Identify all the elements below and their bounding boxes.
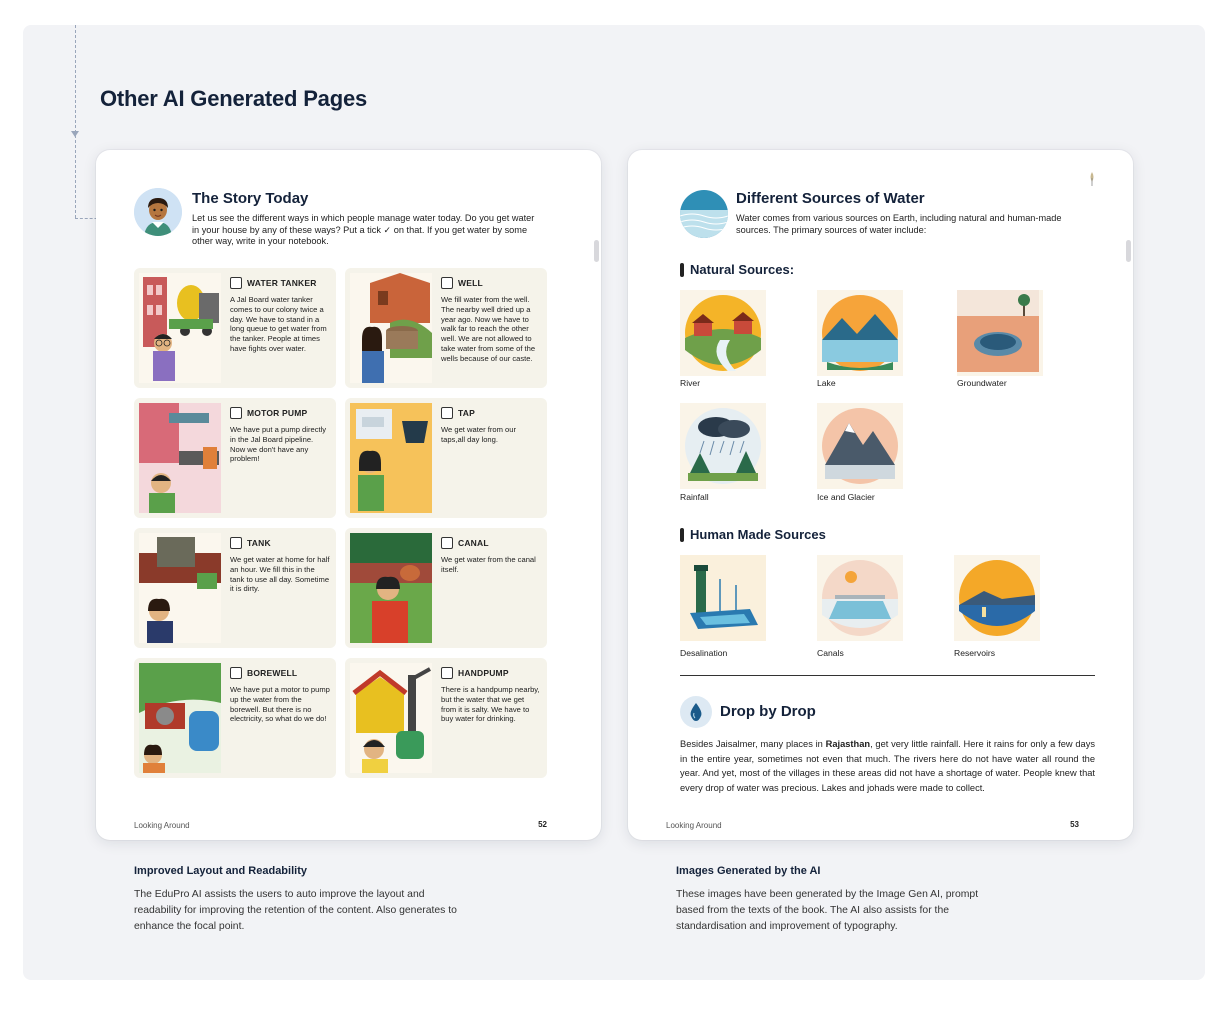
natural-caption-rainfall: Rainfall (680, 492, 709, 502)
card-text: There is a handpump nearby, but the water that we get from it is salty. We have to buy water for drinking. (441, 685, 540, 724)
caption-text-images: These images have been generated by the Image Gen AI, prompt based from the texts of the book. The AI also assists for the standardisation and improvement of typography. (676, 889, 979, 932)
groundwater-image (957, 290, 1043, 376)
section-divider (680, 675, 1095, 676)
card-label: TAP (458, 408, 475, 418)
lake-image (817, 290, 903, 376)
card-label: WELL (458, 278, 483, 288)
water-sources-intro: Water comes from various sources on Earth, including natural and human-made sources. The primary sources of water include: (736, 213, 1062, 235)
scroll-handle[interactable] (594, 240, 599, 262)
page-footer-book: Looking Around (134, 821, 190, 830)
borewell-illustration (139, 663, 221, 773)
heading-marker-icon (680, 263, 684, 277)
tank-illustration (139, 533, 221, 643)
card-label: HANDPUMP (458, 668, 509, 678)
card-text: We get water at home for half an hour. We fill this in the tank to use all day. Sometime it is dirty. (230, 555, 330, 594)
human-caption-canals: Canals (817, 648, 844, 658)
card-text: We get water from our taps,all day long. (441, 425, 516, 444)
rainfall-image (680, 403, 766, 489)
card-text: A Jal Board water tanker comes to our colony twice a day. We have to stand in a long queue to get water from the tanker. People at times have fights over water. (230, 295, 327, 353)
decorative-connector-line (75, 25, 76, 218)
card-label: WATER TANKER (247, 278, 317, 288)
water-tanker-illustration (139, 273, 221, 383)
water-tanker-checkbox[interactable] (230, 277, 242, 289)
natural-caption-groundwater: Groundwater (957, 378, 1007, 388)
water-sources-title: Different Sources of Water (736, 190, 925, 207)
book-page-left (96, 150, 601, 840)
child-avatar-icon (134, 188, 182, 236)
book-page-right (628, 150, 1133, 840)
handpump-checkbox[interactable] (441, 667, 453, 679)
card-label: MOTOR PUMP (247, 408, 308, 418)
drop-by-drop-title: Drop by Drop (720, 703, 816, 720)
page-number: 52 (538, 820, 547, 829)
method-card-tank (134, 528, 336, 648)
motor-pump-checkbox[interactable] (230, 407, 242, 419)
motor-pump-illustration (139, 403, 221, 513)
well-illustration (350, 273, 432, 383)
human-sources-heading: Human Made Sources (680, 527, 826, 542)
natural-caption-river: River (680, 378, 701, 388)
card-text: We have put a motor to pump up the water from the borewell. But there is no electricity, so what do we do! (230, 685, 330, 724)
reservoirs-image (954, 555, 1040, 641)
card-text: We get water from the canal itself. (441, 555, 536, 574)
water-drop-icon (680, 696, 712, 728)
method-card-borewell (134, 658, 336, 778)
well-checkbox[interactable] (441, 277, 453, 289)
method-card-canal (345, 528, 547, 648)
method-card-handpump (345, 658, 547, 778)
scroll-handle[interactable] (1126, 240, 1131, 262)
card-text: We have put a pump directly in the Jal Board pipeline. Now we don't have any problem! (230, 425, 327, 464)
caption-title-layout: Improved Layout and Readability (134, 865, 307, 877)
natural-sources-heading: Natural Sources: (680, 262, 794, 277)
card-label: TANK (247, 538, 271, 548)
card-label: BOREWELL (247, 668, 298, 678)
drop-by-drop-text: Besides Jaisalmer, many places in Rajasthan, get very little rainfall. Here it rains for only a few days in the entire year, sometimes not even that much. The rivers here do not have water all round the year. And yet, most of the villages in these areas did not have a shortage of water. People knew that every drop of water was precious. Lakes and johads were made to collect. (680, 739, 1096, 793)
river-image (680, 290, 766, 376)
method-card-motor-pump (134, 398, 336, 518)
borewell-checkbox[interactable] (230, 667, 242, 679)
story-intro: Let us see the different ways in which people manage water today. Do you get water in your house by any of these ways? Put a tick ✓ on that. If you get water by some other way, write in your notebook. (192, 213, 535, 246)
tank-checkbox[interactable] (230, 537, 242, 549)
card-label: CANAL (458, 538, 489, 548)
section-title: Other AI Generated Pages (100, 86, 368, 111)
card-text: We fill water from the well. The nearby well dried up a year ago. Now we have to walk far to reach the other well. We are not allowed to take water from some of the wells because of our caste. (441, 295, 536, 363)
tap-checkbox[interactable] (441, 407, 453, 419)
canal-illustration (350, 533, 432, 643)
story-title: The Story Today (192, 190, 309, 207)
caption-text-layout: The EduPro AI assists the users to auto improve the layout and readability for improving the retention of the content. Also generates to enhance the focal point. (134, 889, 457, 932)
feather-icon (1089, 172, 1093, 186)
canal-checkbox[interactable] (441, 537, 453, 549)
human-caption-desalination: Desalination (680, 648, 728, 658)
page-footer-book: Looking Around (666, 821, 722, 830)
caption-title-images: Images Generated by the AI (676, 865, 821, 877)
natural-caption-ice-glacier: Ice and Glacier (817, 492, 875, 502)
method-card-tap (345, 398, 547, 518)
page-number: 53 (1070, 820, 1079, 829)
human-caption-reservoirs: Reservoirs (954, 648, 996, 658)
heading-marker-icon (680, 528, 684, 542)
natural-caption-lake: Lake (817, 378, 836, 388)
tap-illustration (350, 403, 432, 513)
ice-glacier-image (817, 403, 903, 489)
arrow-down-icon (71, 131, 79, 137)
handpump-illustration (350, 663, 432, 773)
method-card-well (345, 268, 547, 388)
desalination-image (680, 555, 766, 641)
water-icon (680, 190, 728, 238)
method-card-water-tanker (134, 268, 336, 388)
canals-image (817, 555, 903, 641)
